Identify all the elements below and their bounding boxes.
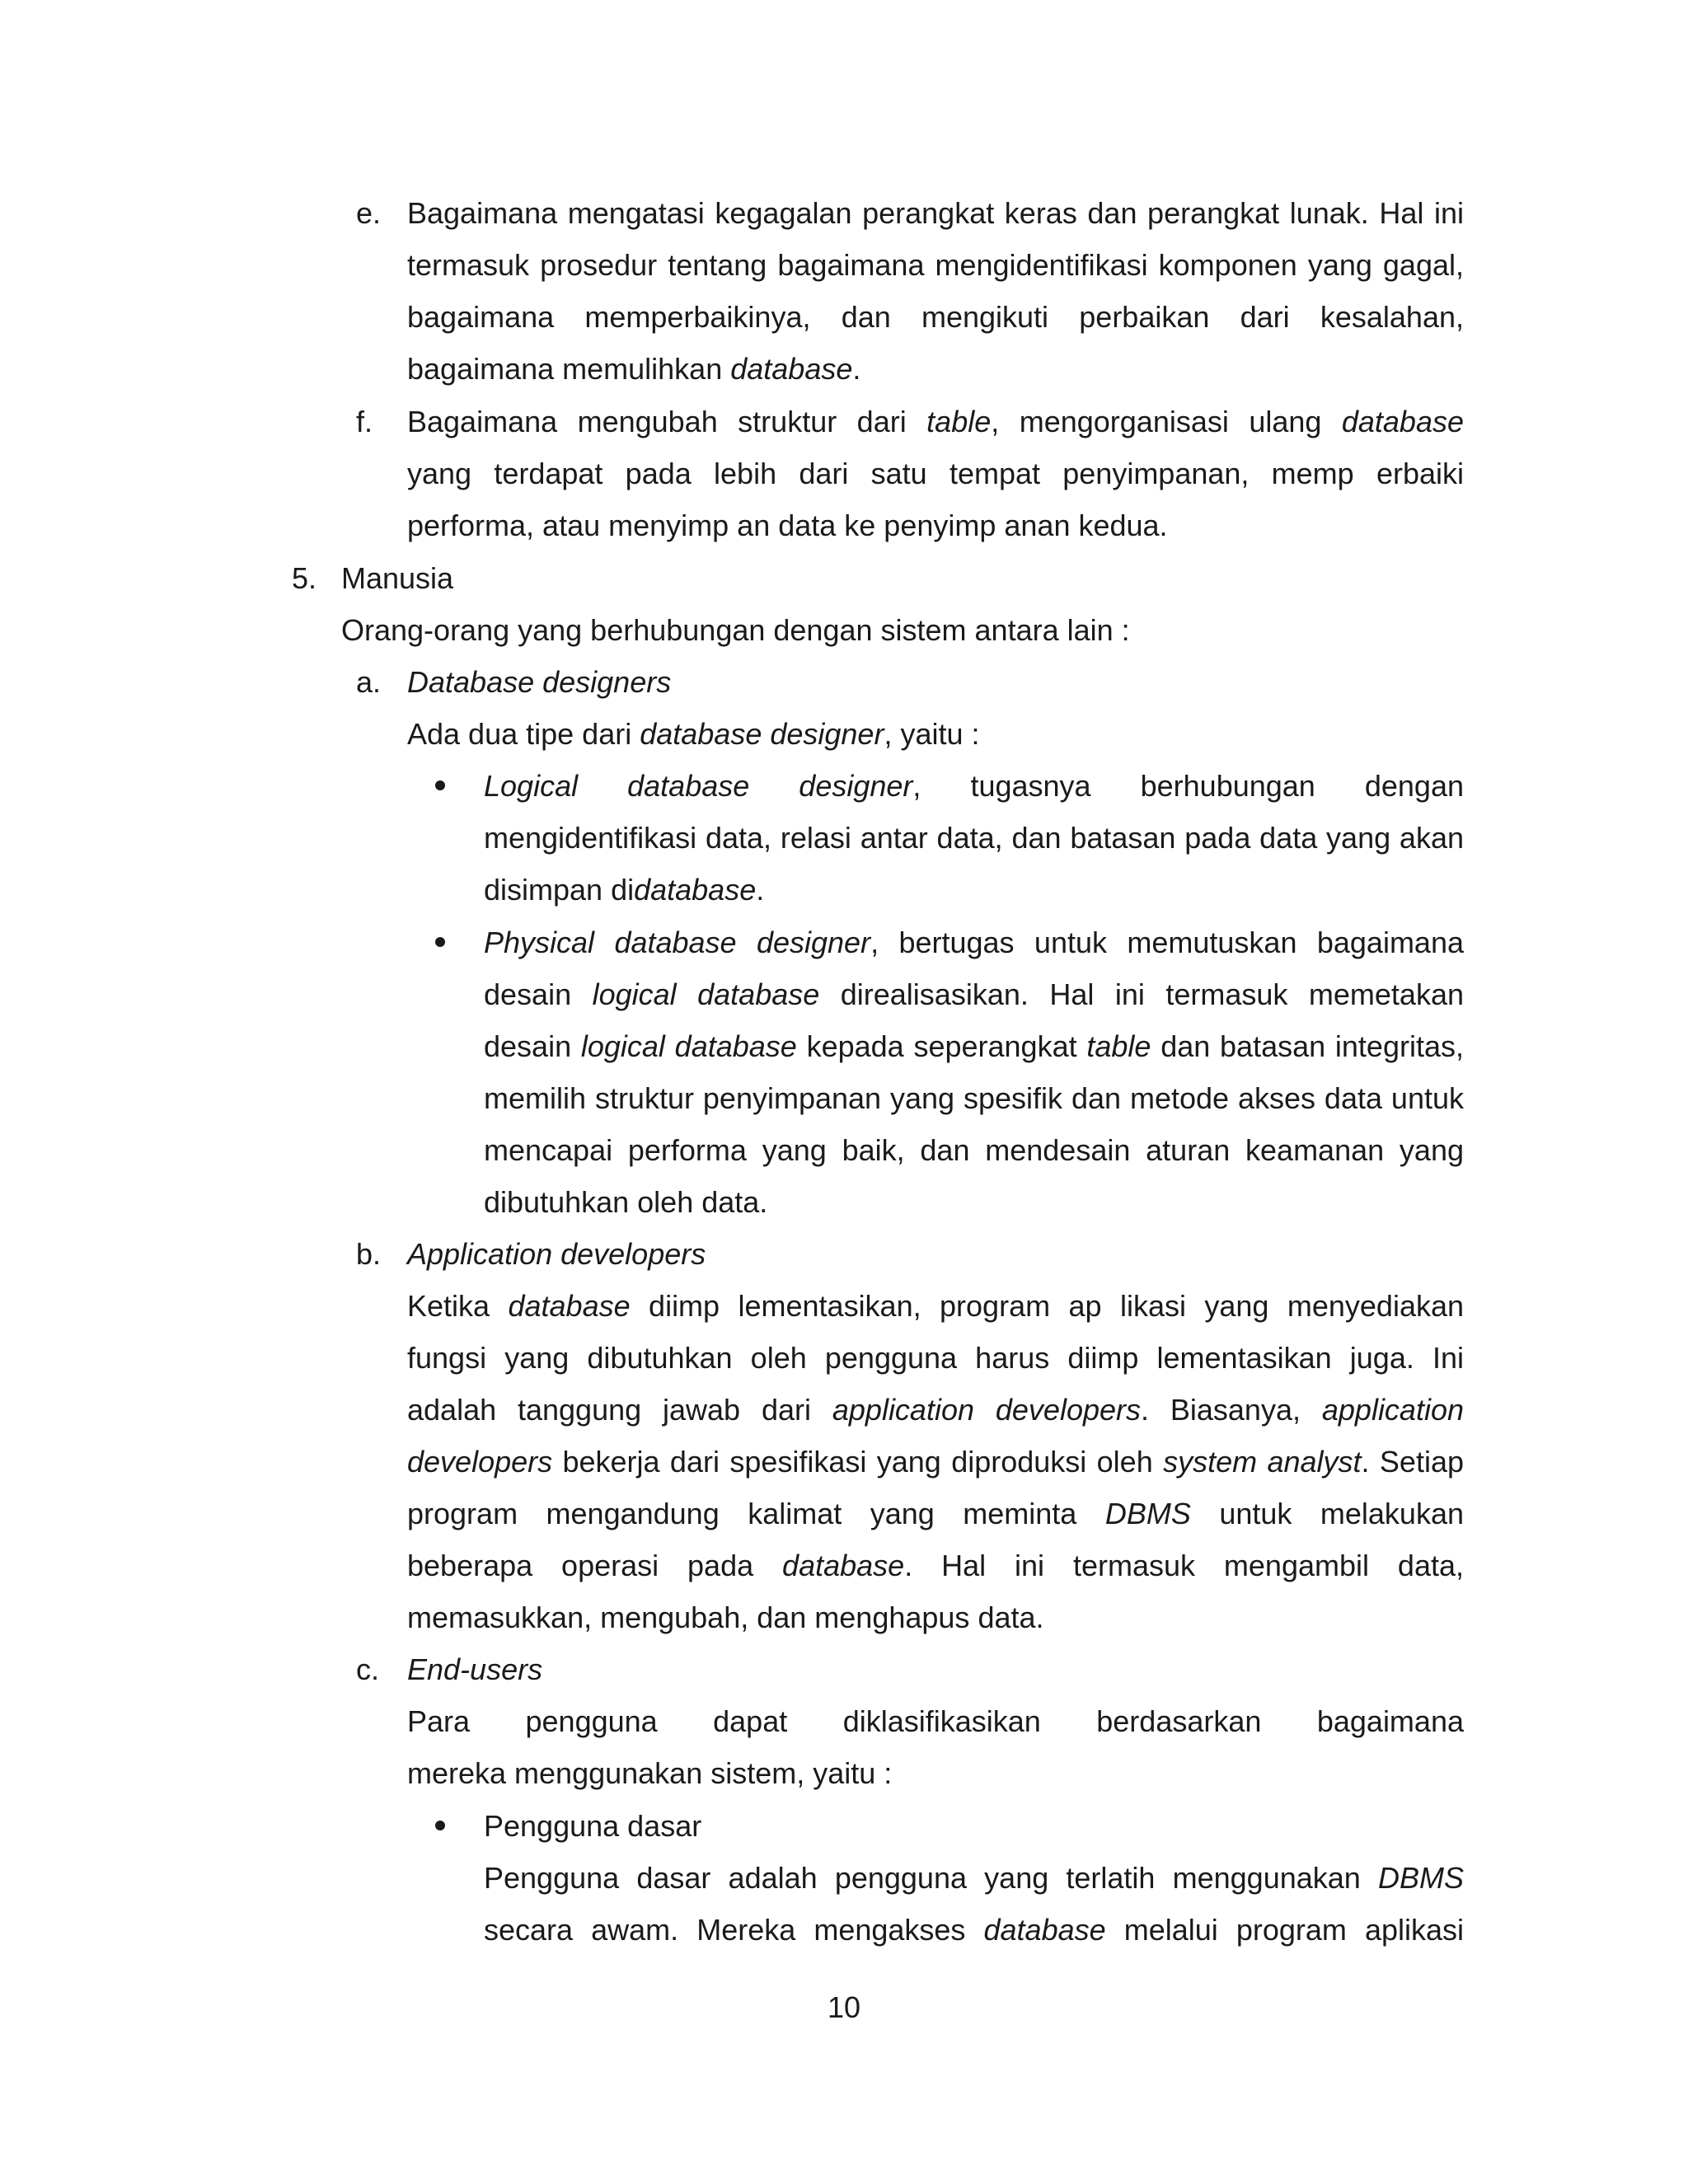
text-segment: kepada seperangkat	[796, 1029, 1087, 1063]
bullet-dot	[435, 937, 445, 947]
list-marker-a: a.	[356, 665, 382, 699]
text-segment: adalah tanggung jawab dari	[407, 1393, 832, 1427]
italic-term: database	[730, 352, 853, 386]
list-marker-f: f.	[356, 405, 373, 438]
item-a-title	[407, 656, 671, 709]
text-run	[407, 1747, 892, 1800]
text-segment: bekerja dari spesifikasi yang diproduksi oleh	[552, 1445, 1164, 1479]
text-segment: Ada dua tipe dari	[407, 717, 640, 751]
text-run	[407, 708, 980, 761]
italic-term: database	[1341, 405, 1464, 438]
text-segment: untuk melakukan	[1190, 1497, 1464, 1530]
bullet-physical-line-4	[484, 1072, 1464, 1125]
bullet-pengguna-dasar-line-2	[484, 1904, 1464, 1957]
page-number: 10	[827, 1990, 861, 2024]
item-b-line-1	[407, 1280, 1464, 1333]
text-segment: bagaimana memulihkan	[407, 352, 731, 386]
text-run	[407, 1332, 1464, 1385]
bullet-logical-line-2	[484, 812, 1464, 865]
item-a-title-text: Database designers	[407, 665, 672, 699]
text-run	[407, 239, 1464, 292]
text-segment: beberapa operasi pada	[407, 1549, 783, 1582]
text-segment: dan batasan integritas,	[1151, 1029, 1464, 1063]
text-run	[484, 968, 1464, 1021]
text-segment: Bagaimana mengubah struktur dari	[407, 405, 927, 438]
text-run	[407, 1540, 1464, 1592]
item-f-line-2	[407, 448, 1464, 500]
bullet-dot	[435, 780, 445, 790]
bullet-physical-line-2	[484, 968, 1464, 1021]
item-b-line-4	[407, 1436, 1464, 1488]
text-segment: secara awam. Mereka mengakses	[484, 1913, 984, 1947]
italic-term: developers	[407, 1445, 553, 1479]
item-b-title-text: Application developers	[407, 1237, 706, 1271]
item-c-title	[407, 1643, 542, 1696]
text-segment: program mengandung kalimat yang meminta	[407, 1497, 1105, 1530]
text-run	[484, 1072, 1464, 1125]
text-segment: Bagaimana mengatasi kegagalan perangkat keras dan perangkat lunak. Hal ini	[407, 196, 1464, 230]
text-segment: mengidentifikasi data, relasi antar data, dan batasan pada data yang akan	[484, 821, 1464, 855]
text-segment: .	[852, 352, 861, 386]
text-segment: performa, atau menyimp an data ke penyimp anan kedua.	[407, 509, 1168, 542]
list-marker-c: c.	[356, 1652, 380, 1686]
text-segment: , mengorganisasi ulang	[991, 405, 1342, 438]
text-run	[407, 343, 860, 396]
text-segment: dibutuhkan oleh data.	[484, 1185, 768, 1219]
text-segment: Para pengguna dapat diklasifikasikan berdasarkan bagaimana	[407, 1704, 1464, 1738]
section-5-intro: Orang-orang yang berhubungan dengan sistem antara lain :	[341, 613, 1130, 647]
text-segment: fungsi yang dibutuhkan oleh pengguna harus diimp lementasikan juga. Ini	[407, 1341, 1464, 1375]
text-segment: bagaimana memperbaikinya, dan mengikuti perbaikan dari kesalahan,	[407, 300, 1464, 334]
italic-term: database	[782, 1549, 905, 1582]
text-run	[484, 864, 764, 916]
item-b-line-2	[407, 1332, 1464, 1385]
item-a-intro	[407, 708, 980, 761]
text-run	[484, 760, 1464, 813]
text-segment: Ketika	[407, 1289, 509, 1323]
italic-term: logical database	[580, 1029, 797, 1063]
text-segment: disimpan di	[484, 873, 635, 907]
text-segment: desain	[484, 977, 593, 1011]
item-e-line-2	[407, 239, 1464, 292]
italic-term: system analyst	[1163, 1445, 1362, 1479]
text-run	[407, 1488, 1464, 1540]
text-run	[407, 187, 1464, 240]
bullet-physical-line-1	[484, 916, 1464, 969]
list-marker-b: b.	[356, 1237, 382, 1271]
text-segment: yang terdapat pada lebih dari satu tempat penyimpanan, memp erbaiki	[407, 457, 1464, 490]
item-f-line-1	[407, 396, 1464, 448]
bullet-physical-line-3	[484, 1020, 1464, 1073]
text-run	[407, 499, 1168, 552]
italic-term: application	[1321, 1393, 1464, 1427]
item-b-line-6	[407, 1540, 1464, 1592]
text-run	[484, 1852, 1464, 1905]
bullet-logical-line-3	[484, 864, 764, 916]
italic-term: table	[926, 405, 992, 438]
text-run	[484, 1176, 767, 1229]
text-segment: . Setiap	[1361, 1445, 1464, 1479]
text-segment: direalisasikan. Hal ini termasuk memetakan	[819, 977, 1464, 1011]
text-segment: termasuk prosedur tentang bagaimana mengidentifikasi komponen yang gagal,	[407, 248, 1464, 282]
text-segment: .	[756, 873, 765, 907]
italic-term: database	[508, 1289, 631, 1323]
italic-term: DBMS	[1104, 1497, 1191, 1530]
italic-term: application developers	[832, 1393, 1141, 1427]
item-b-title	[407, 1228, 706, 1281]
text-segment: . Hal ini termasuk mengambil data,	[904, 1549, 1464, 1582]
text-segment: memasukkan, mengubah, dan menghapus data.	[407, 1601, 1044, 1634]
text-run	[407, 1384, 1464, 1436]
item-c-line-2	[407, 1747, 892, 1800]
text-segment: , tugasnya berhubungan dengan	[912, 769, 1464, 803]
item-e-line-3	[407, 291, 1464, 344]
text-segment: . Biasanya,	[1141, 1393, 1322, 1427]
text-segment: Pengguna dasar adalah pengguna yang terlatih menggunakan	[484, 1861, 1378, 1895]
italic-term: Physical database designer	[484, 926, 871, 959]
italic-term: DBMS	[1377, 1861, 1464, 1895]
text-run	[484, 1020, 1464, 1073]
item-b-line-7	[407, 1591, 1044, 1644]
item-c-line-1	[407, 1695, 1464, 1748]
section-5-title: Manusia	[341, 561, 454, 595]
text-segment: mereka menggunakan sistem, yaitu :	[407, 1756, 893, 1790]
bullet-physical-line-5	[484, 1124, 1464, 1177]
italic-term: Logical database designer	[484, 769, 913, 803]
list-marker-e: e.	[356, 196, 382, 230]
text-run	[407, 1436, 1464, 1488]
text-segment: melalui program aplikasi	[1105, 1913, 1464, 1947]
bullet-dot	[435, 1821, 445, 1830]
text-run	[484, 812, 1464, 865]
text-run	[407, 1591, 1044, 1644]
text-segment: , bertugas untuk memutuskan bagaimana	[870, 926, 1465, 959]
text-run	[407, 1280, 1464, 1333]
item-e-line-1	[407, 187, 1464, 240]
bullet-logical-line-1	[484, 760, 1464, 813]
text-segment: mencapai performa yang baik, dan mendesain aturan keamanan yang	[484, 1133, 1464, 1167]
text-run	[407, 1695, 1464, 1748]
text-run	[407, 448, 1464, 500]
text-run	[484, 1904, 1464, 1957]
bullet-physical-line-6	[484, 1176, 767, 1229]
italic-term: database designer	[640, 717, 884, 751]
item-f-line-3	[407, 499, 1168, 552]
bullet-pengguna-dasar-line-1	[484, 1852, 1464, 1905]
text-segment: diimp lementasikan, program ap likasi yang menyediakan	[630, 1289, 1465, 1323]
italic-term: database	[983, 1913, 1106, 1947]
item-c-title-text: End-users	[407, 1652, 543, 1686]
italic-term: database	[634, 873, 757, 907]
item-e-line-4	[407, 343, 860, 396]
section-5-marker: 5.	[292, 561, 317, 595]
text-segment: , yaitu :	[884, 717, 980, 751]
italic-term: logical database	[592, 977, 820, 1011]
text-segment: memilih struktur penyimpanan yang spesifik dan metode akses data untuk	[484, 1081, 1464, 1115]
text-run	[407, 291, 1464, 344]
text-run	[484, 916, 1464, 969]
item-b-line-5	[407, 1488, 1464, 1540]
bullet-pengguna-dasar-title: Pengguna dasar	[484, 1809, 702, 1843]
item-b-line-3	[407, 1384, 1464, 1436]
italic-term: table	[1086, 1029, 1151, 1063]
text-run	[407, 396, 1464, 448]
text-segment: desain	[484, 1029, 581, 1063]
text-run	[484, 1124, 1464, 1177]
